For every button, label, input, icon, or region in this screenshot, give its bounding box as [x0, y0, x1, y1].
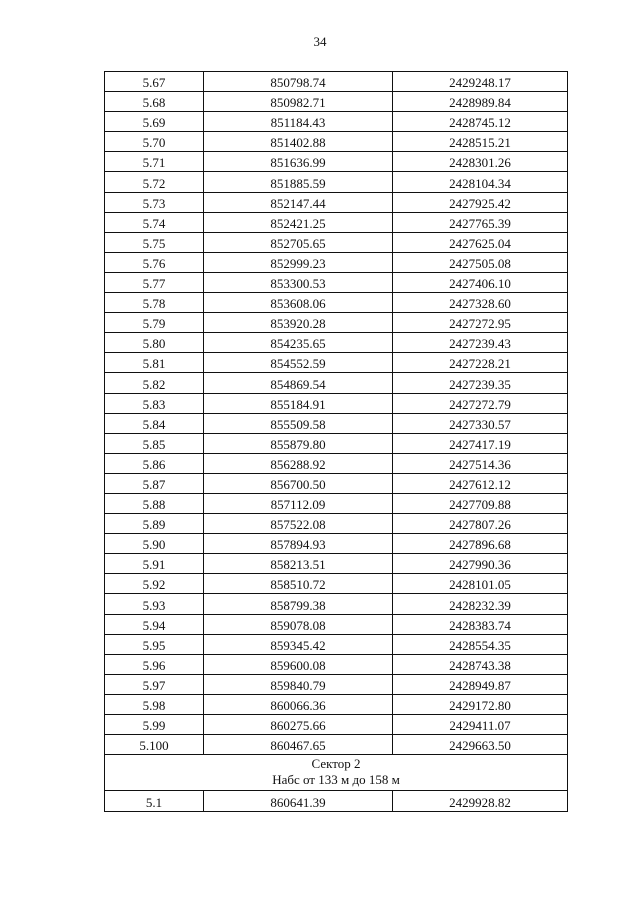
x-coordinate-cell: 858213.51	[204, 554, 393, 574]
x-coordinate-cell: 853920.28	[204, 313, 393, 333]
point-number-cell: 5.73	[105, 192, 204, 212]
point-number-cell: 5.81	[105, 353, 204, 373]
x-coordinate-cell: 856700.50	[204, 473, 393, 493]
y-coordinate-cell: 2428383.74	[393, 614, 568, 634]
x-coordinate-cell: 855184.91	[204, 393, 393, 413]
point-number-cell: 5.69	[105, 112, 204, 132]
point-number-cell: 5.86	[105, 453, 204, 473]
x-coordinate-cell: 854552.59	[204, 353, 393, 373]
y-coordinate-cell: 2427505.08	[393, 252, 568, 272]
y-coordinate-cell: 2428301.26	[393, 152, 568, 172]
table-row	[105, 694, 568, 714]
table-row	[105, 112, 568, 132]
x-coordinate-cell: 855509.58	[204, 413, 393, 433]
y-coordinate-cell: 2427272.79	[393, 393, 568, 413]
x-coordinate-cell: 852147.44	[204, 192, 393, 212]
x-coordinate-cell: 850798.74	[204, 72, 393, 92]
x-coordinate-cell: 860275.66	[204, 715, 393, 735]
point-number-cell: 5.1	[105, 791, 204, 812]
y-coordinate-cell: 2427406.10	[393, 272, 568, 292]
x-coordinate-cell: 859345.42	[204, 634, 393, 654]
point-number-cell: 5.67	[105, 72, 204, 92]
x-coordinate-cell: 851184.43	[204, 112, 393, 132]
table-row	[105, 72, 568, 92]
x-coordinate-cell: 854235.65	[204, 333, 393, 353]
y-coordinate-cell: 2428743.38	[393, 654, 568, 674]
point-number-cell: 5.100	[105, 735, 204, 755]
y-coordinate-cell: 2429928.82	[393, 791, 568, 812]
point-number-cell: 5.88	[105, 493, 204, 513]
y-coordinate-cell: 2429172.80	[393, 694, 568, 714]
x-coordinate-cell: 859840.79	[204, 674, 393, 694]
point-number-cell: 5.99	[105, 715, 204, 735]
y-coordinate-cell: 2427807.26	[393, 514, 568, 534]
x-coordinate-cell: 851885.59	[204, 172, 393, 192]
table-row	[105, 212, 568, 232]
table-row	[105, 634, 568, 654]
table-row	[105, 674, 568, 694]
sector-header-row	[105, 755, 568, 791]
y-coordinate-cell: 2428949.87	[393, 674, 568, 694]
point-number-cell: 5.75	[105, 232, 204, 252]
x-coordinate-cell: 858799.38	[204, 594, 393, 614]
y-coordinate-cell: 2428232.39	[393, 594, 568, 614]
y-coordinate-cell: 2427239.43	[393, 333, 568, 353]
y-coordinate-cell: 2428989.84	[393, 92, 568, 112]
sector-header	[105, 755, 568, 791]
point-number-cell: 5.87	[105, 473, 204, 493]
table-row	[105, 192, 568, 212]
y-coordinate-cell: 2427330.57	[393, 413, 568, 433]
point-number-cell: 5.94	[105, 614, 204, 634]
table-row	[105, 172, 568, 192]
y-coordinate-cell: 2428515.21	[393, 132, 568, 152]
point-number-cell: 5.96	[105, 654, 204, 674]
y-coordinate-cell: 2427228.21	[393, 353, 568, 373]
x-coordinate-cell: 855879.80	[204, 433, 393, 453]
y-coordinate-cell: 2427328.60	[393, 293, 568, 313]
x-coordinate-cell: 852999.23	[204, 252, 393, 272]
table-row	[105, 433, 568, 453]
point-number-cell: 5.80	[105, 333, 204, 353]
x-coordinate-cell: 850982.71	[204, 92, 393, 112]
table-row	[105, 353, 568, 373]
sector-title: Сектор 2	[311, 756, 361, 772]
x-coordinate-cell: 856288.92	[204, 453, 393, 473]
y-coordinate-cell: 2429411.07	[393, 715, 568, 735]
x-coordinate-cell: 857894.93	[204, 534, 393, 554]
table-row	[105, 534, 568, 554]
sector-subtitle: Набс от 133 м до 158 м	[272, 772, 400, 788]
x-coordinate-cell: 857112.09	[204, 493, 393, 513]
sector-body	[105, 791, 568, 812]
point-number-cell: 5.70	[105, 132, 204, 152]
table-row	[105, 272, 568, 292]
point-number-cell: 5.84	[105, 413, 204, 433]
table-row	[105, 333, 568, 353]
y-coordinate-cell: 2427896.68	[393, 534, 568, 554]
x-coordinate-cell: 853300.53	[204, 272, 393, 292]
table-row	[105, 594, 568, 614]
point-number-cell: 5.91	[105, 554, 204, 574]
y-coordinate-cell: 2427612.12	[393, 473, 568, 493]
point-number-cell: 5.74	[105, 212, 204, 232]
table-row	[105, 252, 568, 272]
point-number-cell: 5.90	[105, 534, 204, 554]
point-number-cell: 5.92	[105, 574, 204, 594]
y-coordinate-cell: 2428104.34	[393, 172, 568, 192]
x-coordinate-cell: 860066.36	[204, 694, 393, 714]
page-number: 34	[313, 34, 327, 49]
x-coordinate-cell: 852705.65	[204, 232, 393, 252]
y-coordinate-cell: 2427239.35	[393, 373, 568, 393]
y-coordinate-cell: 2427272.95	[393, 313, 568, 333]
table-row	[105, 413, 568, 433]
point-number-cell: 5.76	[105, 252, 204, 272]
y-coordinate-cell: 2428745.12	[393, 112, 568, 132]
y-coordinate-cell: 2428101.05	[393, 574, 568, 594]
point-number-cell: 5.68	[105, 92, 204, 112]
table-row	[105, 293, 568, 313]
table-row	[105, 92, 568, 112]
y-coordinate-cell: 2427417.19	[393, 433, 568, 453]
table-row	[105, 791, 568, 812]
table-row	[105, 453, 568, 473]
coordinates-table	[104, 71, 568, 812]
x-coordinate-cell: 860467.65	[204, 735, 393, 755]
table-row	[105, 473, 568, 493]
coordinates-body	[105, 72, 568, 755]
table-row	[105, 735, 568, 755]
table-row	[105, 574, 568, 594]
x-coordinate-cell: 857522.08	[204, 514, 393, 534]
table-row	[105, 614, 568, 634]
y-coordinate-cell: 2427765.39	[393, 212, 568, 232]
x-coordinate-cell: 851636.99	[204, 152, 393, 172]
point-number-cell: 5.78	[105, 293, 204, 313]
y-coordinate-cell: 2429663.50	[393, 735, 568, 755]
point-number-cell: 5.97	[105, 674, 204, 694]
x-coordinate-cell: 859600.08	[204, 654, 393, 674]
y-coordinate-cell: 2427925.42	[393, 192, 568, 212]
table-row	[105, 514, 568, 534]
y-coordinate-cell: 2427709.88	[393, 493, 568, 513]
table-row	[105, 654, 568, 674]
table-row	[105, 373, 568, 393]
table-row	[105, 232, 568, 252]
point-number-cell: 5.71	[105, 152, 204, 172]
point-number-cell: 5.89	[105, 514, 204, 534]
table-row	[105, 152, 568, 172]
y-coordinate-cell: 2429248.17	[393, 72, 568, 92]
x-coordinate-cell: 851402.88	[204, 132, 393, 152]
x-coordinate-cell: 852421.25	[204, 212, 393, 232]
table-row	[105, 554, 568, 574]
point-number-cell: 5.95	[105, 634, 204, 654]
table-row	[105, 715, 568, 735]
table-row	[105, 313, 568, 333]
point-number-cell: 5.83	[105, 393, 204, 413]
x-coordinate-cell: 859078.08	[204, 614, 393, 634]
y-coordinate-cell: 2427625.04	[393, 232, 568, 252]
x-coordinate-cell: 860641.39	[204, 791, 393, 812]
table-row	[105, 393, 568, 413]
x-coordinate-cell: 853608.06	[204, 293, 393, 313]
table-row	[105, 132, 568, 152]
point-number-cell: 5.72	[105, 172, 204, 192]
x-coordinate-cell: 858510.72	[204, 574, 393, 594]
y-coordinate-cell: 2428554.35	[393, 634, 568, 654]
y-coordinate-cell: 2427514.36	[393, 453, 568, 473]
x-coordinate-cell: 854869.54	[204, 373, 393, 393]
point-number-cell: 5.93	[105, 594, 204, 614]
point-number-cell: 5.79	[105, 313, 204, 333]
point-number-cell: 5.82	[105, 373, 204, 393]
table-row	[105, 493, 568, 513]
point-number-cell: 5.85	[105, 433, 204, 453]
point-number-cell: 5.98	[105, 694, 204, 714]
y-coordinate-cell: 2427990.36	[393, 554, 568, 574]
point-number-cell: 5.77	[105, 272, 204, 292]
